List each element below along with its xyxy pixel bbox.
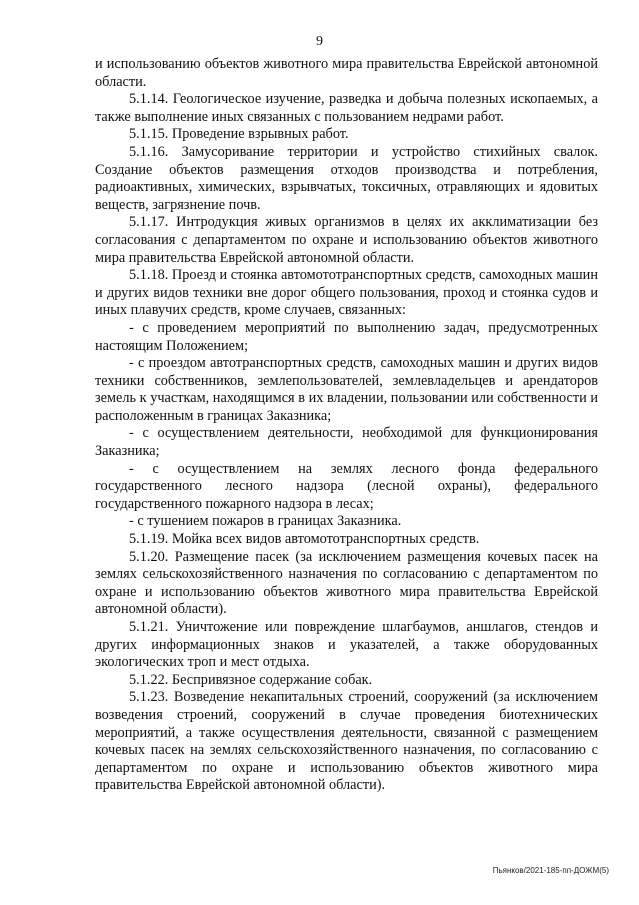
paragraph: 5.1.17. Интродукция живых организмов в целях их акклиматизации без согласования с департаментом по охране и использованию объектов животного мира правительства Еврейской автономной области. xyxy=(95,214,598,266)
list-item: - с тушением пожаров в границах Заказника. xyxy=(129,513,402,530)
paragraph: 5.1.14. Геологическое изучение, разведка и добыча полезных ископаемых, а также выполнение иных связанных с пользованием недрами работ. xyxy=(95,91,598,125)
paragraph: 5.1.22. Беспривязное содержание собак. xyxy=(129,671,373,688)
document-reference-footer: Пьянков/2021-185-пп-ДОЖМ(5) xyxy=(492,866,609,875)
paragraph: 5.1.18. Проезд и стоянка автомототранспортных средств, самоходных машин и других видов техники вне дорог общего пользования, проход и стоянка судов и иных плавучих средств, кроме случаев, связанных: xyxy=(95,267,598,319)
paragraph: 5.1.21. Уничтожение или повреждение шлагбаумов, аншлагов, стендов и других информационных знаков и указателей, а также оборудованных экологических троп и мест отдыха. xyxy=(95,619,598,671)
paragraph: и использованию объектов животного мира правительства Еврейской автономной области. xyxy=(95,56,598,90)
paragraph: 5.1.23. Возведение некапитальных строений, сооружений (за исключением возведения строений, сооружений в случае проведения биотехнических мероприятий, а также осуществления деятельности, связанной с размещением кочевых пасек на землях сельскохозяйственного назначения, по согласованию с департаментом по охране и использованию объектов животного мира правительства Еврейской автономной области). xyxy=(95,689,598,794)
paragraph: 5.1.15. Проведение взрывных работ. xyxy=(129,126,349,143)
page-number: 9 xyxy=(316,34,323,49)
document-body xyxy=(95,56,598,795)
paragraph: 5.1.16. Замусоривание территории и устройство стихийных свалок. Создание объектов размещения отходов производства и потребления, радиоактивных, химических, взрывчатых, токсичных, отравляющих и ядовитых веществ, загрязнение почв. xyxy=(95,143,598,213)
list-item: - с проведением мероприятий по выполнению задач, предусмотренных настоящим Положением; xyxy=(95,319,598,354)
list-item: - с проездом автотранспортных средств, самоходных машин и других видов техники собственников, землепользователей, землевладельцев и арендаторов земель к участкам, находящимся в их владении, пользовании или собственности и расположенным в границах Заказника; xyxy=(95,355,598,424)
list-item: - с осуществлением на землях лесного фонда федерального государственного лесного надзора (лесной охраны), федерального государственного пожарного надзора в лесах; xyxy=(95,460,598,512)
list-item: - с осуществлением деятельности, необходимой для функционирования Заказника; xyxy=(95,425,598,460)
paragraph: 5.1.20. Размещение пасек (за исключением размещения кочевых пасек на землях сельскохозяйственного назначения по согласованию с департаментом по охране и использованию объектов животного мира правительства Еврейской автономной области). xyxy=(95,548,598,618)
paragraph: 5.1.19. Мойка всех видов автомототранспортных средств. xyxy=(129,531,480,548)
